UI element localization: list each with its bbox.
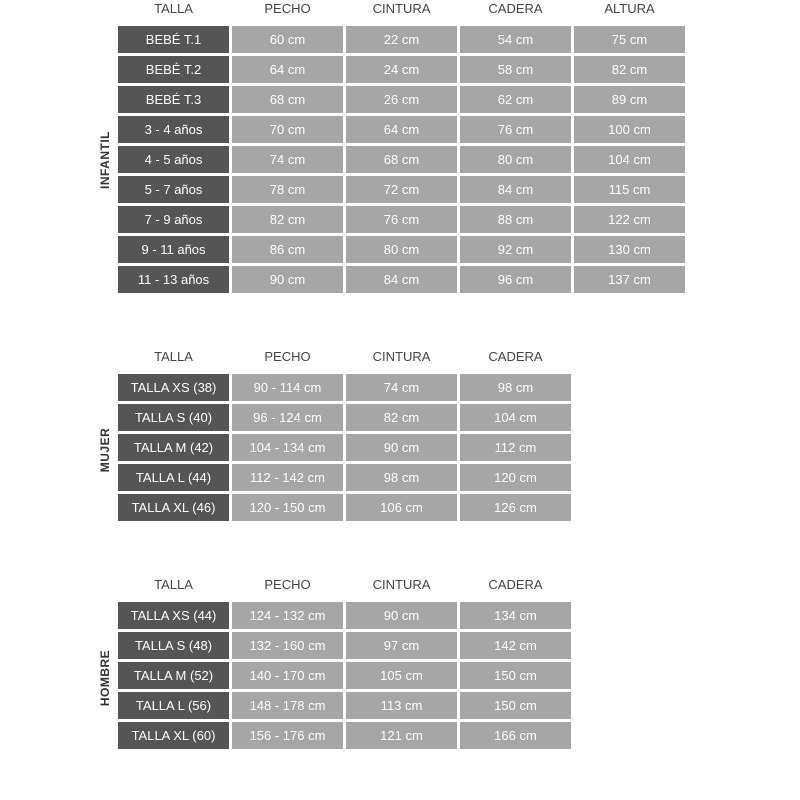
infantil-side-label: INFANTIL	[98, 131, 112, 189]
header-cintura: CINTURA	[372, 577, 431, 592]
cadera-value-cell: 150 cm	[460, 692, 571, 719]
cadera-value-cell: 112 cm	[460, 434, 571, 461]
cintura-value-cell: 24 cm	[346, 56, 457, 83]
hombre-header-row	[118, 576, 574, 594]
table-row	[118, 632, 574, 659]
cadera-value-cell: 134 cm	[460, 602, 571, 629]
pecho-value-cell: 90 cm	[232, 266, 343, 293]
pecho-value-cell: 140 - 170 cm	[232, 662, 343, 689]
table-row	[118, 494, 574, 521]
size-label-cell: BEBÉ T.1	[118, 26, 229, 53]
cintura-value-cell: 97 cm	[346, 632, 457, 659]
infantil-header-row	[118, 0, 688, 18]
cintura-value-cell: 74 cm	[346, 374, 457, 401]
cadera-value-cell: 96 cm	[460, 266, 571, 293]
altura-value-cell: 122 cm	[574, 206, 685, 233]
size-label-cell: TALLA XL (46)	[118, 494, 229, 521]
size-label-cell: TALLA M (52)	[118, 662, 229, 689]
cintura-value-cell: 105 cm	[346, 662, 457, 689]
header-cintura: CINTURA	[372, 1, 431, 16]
size-label-cell: 11 - 13 años	[118, 266, 229, 293]
mujer-header-row	[118, 348, 574, 366]
header-talla: TALLA	[154, 1, 193, 16]
altura-value-cell: 82 cm	[574, 56, 685, 83]
size-label-cell: 3 - 4 años	[118, 116, 229, 143]
table-row	[118, 56, 688, 83]
pecho-value-cell: 90 - 114 cm	[232, 374, 343, 401]
pecho-value-cell: 120 - 150 cm	[232, 494, 343, 521]
pecho-value-cell: 68 cm	[232, 86, 343, 113]
size-label-cell: TALLA XS (38)	[118, 374, 229, 401]
pecho-value-cell: 148 - 178 cm	[232, 692, 343, 719]
cintura-value-cell: 90 cm	[346, 602, 457, 629]
cintura-value-cell: 76 cm	[346, 206, 457, 233]
cadera-value-cell: 126 cm	[460, 494, 571, 521]
cintura-value-cell: 113 cm	[346, 692, 457, 719]
cadera-value-cell: 142 cm	[460, 632, 571, 659]
pecho-value-cell: 82 cm	[232, 206, 343, 233]
pecho-value-cell: 112 - 142 cm	[232, 464, 343, 491]
cintura-value-cell: 98 cm	[346, 464, 457, 491]
size-label-cell: TALLA S (48)	[118, 632, 229, 659]
header-pecho: PECHO	[264, 1, 311, 16]
size-label-cell: TALLA XS (44)	[118, 602, 229, 629]
altura-value-cell: 104 cm	[574, 146, 685, 173]
pecho-value-cell: 156 - 176 cm	[232, 722, 343, 749]
altura-value-cell: 115 cm	[574, 176, 685, 203]
cadera-value-cell: 92 cm	[460, 236, 571, 263]
cadera-value-cell: 88 cm	[460, 206, 571, 233]
cadera-value-cell: 104 cm	[460, 404, 571, 431]
pecho-value-cell: 70 cm	[232, 116, 343, 143]
pecho-value-cell: 124 - 132 cm	[232, 602, 343, 629]
table-row	[118, 236, 688, 263]
header-cadera: CADERA	[488, 1, 543, 16]
cadera-value-cell: 120 cm	[460, 464, 571, 491]
altura-value-cell: 100 cm	[574, 116, 685, 143]
table-row	[118, 266, 688, 293]
cintura-value-cell: 90 cm	[346, 434, 457, 461]
size-label-cell: 9 - 11 años	[118, 236, 229, 263]
size-label-cell: TALLA M (42)	[118, 434, 229, 461]
altura-value-cell: 75 cm	[574, 26, 685, 53]
cadera-value-cell: 166 cm	[460, 722, 571, 749]
altura-value-cell: 89 cm	[574, 86, 685, 113]
cadera-value-cell: 80 cm	[460, 146, 571, 173]
table-row	[118, 116, 688, 143]
cadera-value-cell: 84 cm	[460, 176, 571, 203]
cintura-value-cell: 82 cm	[346, 404, 457, 431]
table-row	[118, 26, 688, 53]
cintura-value-cell: 64 cm	[346, 116, 457, 143]
pecho-value-cell: 86 cm	[232, 236, 343, 263]
table-row	[118, 602, 574, 629]
hombre-side-label: HOMBRE	[98, 649, 112, 707]
table-row	[118, 464, 574, 491]
pecho-value-cell: 64 cm	[232, 56, 343, 83]
size-label-cell: 4 - 5 años	[118, 146, 229, 173]
cadera-value-cell: 62 cm	[460, 86, 571, 113]
table-row	[118, 374, 574, 401]
header-pecho: PECHO	[264, 577, 311, 592]
table-row	[118, 722, 574, 749]
size-label-cell: BEBÉ T.3	[118, 86, 229, 113]
cintura-value-cell: 84 cm	[346, 266, 457, 293]
cintura-value-cell: 22 cm	[346, 26, 457, 53]
size-label-cell: TALLA XL (60)	[118, 722, 229, 749]
pecho-value-cell: 60 cm	[232, 26, 343, 53]
table-row	[118, 662, 574, 689]
table-row	[118, 176, 688, 203]
table-row	[118, 434, 574, 461]
cadera-value-cell: 150 cm	[460, 662, 571, 689]
cadera-value-cell: 54 cm	[460, 26, 571, 53]
cintura-value-cell: 68 cm	[346, 146, 457, 173]
mujer-side-label: MUJER	[98, 427, 112, 473]
altura-value-cell: 137 cm	[574, 266, 685, 293]
header-altura: ALTURA	[604, 1, 655, 16]
size-label-cell: 7 - 9 años	[118, 206, 229, 233]
size-label-cell: TALLA S (40)	[118, 404, 229, 431]
pecho-value-cell: 104 - 134 cm	[232, 434, 343, 461]
cintura-value-cell: 106 cm	[346, 494, 457, 521]
cadera-value-cell: 58 cm	[460, 56, 571, 83]
header-talla: TALLA	[154, 349, 193, 364]
header-cadera: CADERA	[488, 349, 543, 364]
table-row	[118, 86, 688, 113]
cintura-value-cell: 26 cm	[346, 86, 457, 113]
cadera-value-cell: 76 cm	[460, 116, 571, 143]
table-row	[118, 206, 688, 233]
header-cintura: CINTURA	[372, 349, 431, 364]
size-label-cell: TALLA L (44)	[118, 464, 229, 491]
altura-value-cell: 130 cm	[574, 236, 685, 263]
pecho-value-cell: 96 - 124 cm	[232, 404, 343, 431]
size-label-cell: TALLA L (56)	[118, 692, 229, 719]
header-pecho: PECHO	[264, 349, 311, 364]
cadera-value-cell: 98 cm	[460, 374, 571, 401]
table-row	[118, 146, 688, 173]
table-row	[118, 692, 574, 719]
size-label-cell: 5 - 7 años	[118, 176, 229, 203]
pecho-value-cell: 74 cm	[232, 146, 343, 173]
cintura-value-cell: 80 cm	[346, 236, 457, 263]
pecho-value-cell: 78 cm	[232, 176, 343, 203]
header-talla: TALLA	[154, 577, 193, 592]
header-cadera: CADERA	[488, 577, 543, 592]
size-label-cell: BEBÉ T.2	[118, 56, 229, 83]
cintura-value-cell: 72 cm	[346, 176, 457, 203]
cintura-value-cell: 121 cm	[346, 722, 457, 749]
table-row	[118, 404, 574, 431]
pecho-value-cell: 132 - 160 cm	[232, 632, 343, 659]
